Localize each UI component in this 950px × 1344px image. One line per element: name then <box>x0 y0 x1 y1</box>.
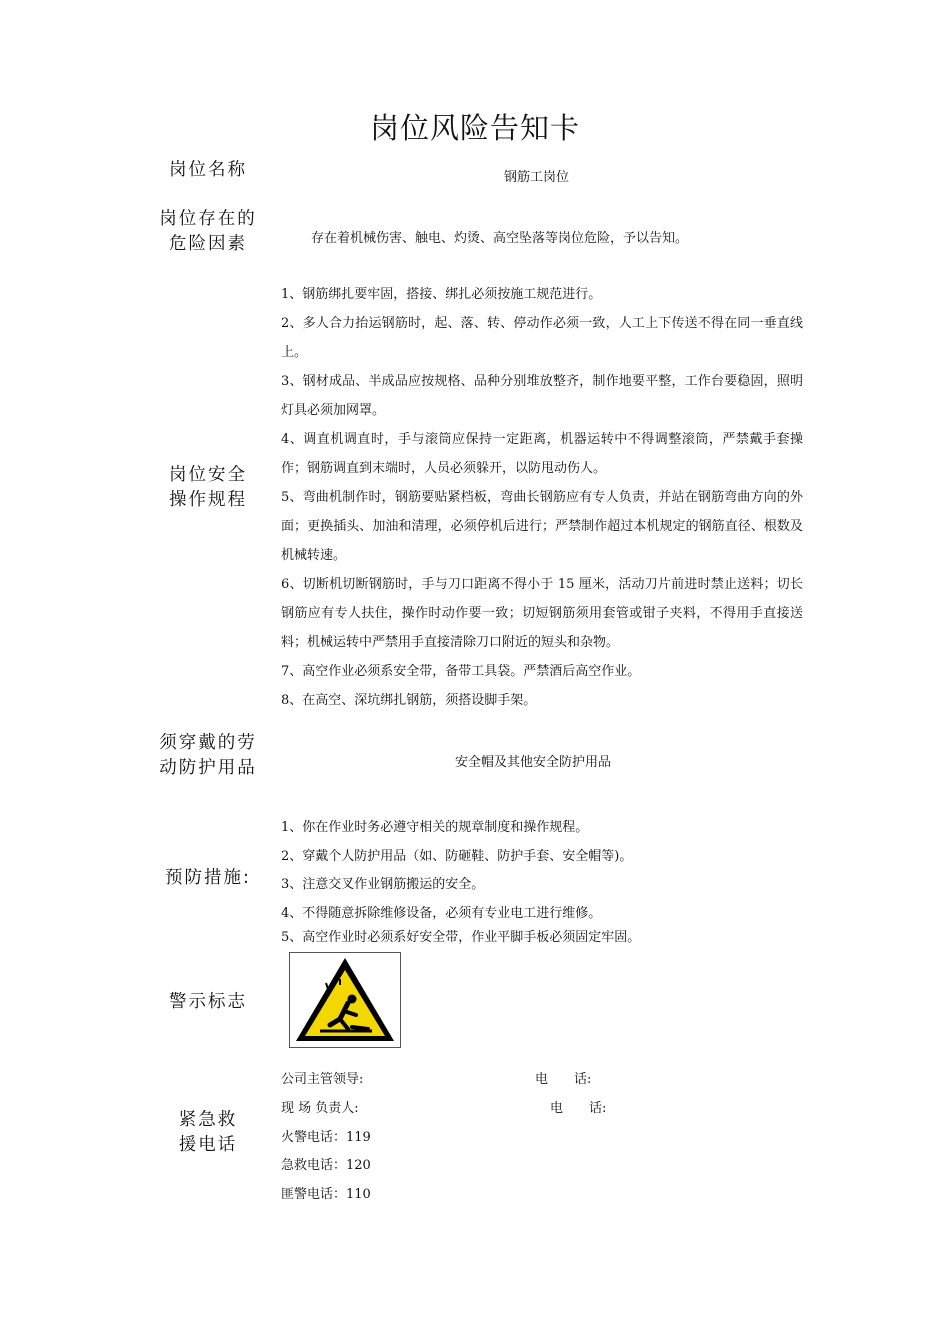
procedure-item: 5、弯曲机制作时，钢筋要贴紧档板，弯曲长钢筋应有专人负责，并站在钢筋弯曲方向的外面；更换插头、加油和清理，必须停机后进行；严禁制作超过本机规定的钢筋直径、根数及机械转速。 <box>281 490 803 563</box>
ppe-label-line1: 须穿戴的劳 <box>159 733 257 753</box>
procedure-item: 7、高空作业必须系安全带，备带工具袋。严禁酒后高空作业。 <box>281 664 641 679</box>
warning-label: 警示标志 <box>169 992 247 1012</box>
fire-phone: 火警电话：119 <box>281 1129 371 1145</box>
warning-sign-frame <box>289 952 401 1048</box>
procedure-item: 3、钢材成品、半成品应按规格、品种分别堆放整齐，制作地要平整，工作台要稳固，照明灯具必须加网罩。 <box>281 374 803 418</box>
hazards-value: 存在着机械伤害、触电、灼烫、高空坠落等岗位危险，予以告知。 <box>311 231 689 246</box>
procedures-label <box>143 463 273 513</box>
page-title: 岗位风险告知卡 <box>369 111 580 145</box>
procedures-list <box>281 280 803 715</box>
procedure-item: 1、钢筋绑扎要牢固，搭接、绑扎必须按施工规范进行。 <box>281 287 602 302</box>
hazards-label-line1: 岗位存在的 <box>159 209 257 229</box>
prevention-label: 预防措施: <box>165 868 251 888</box>
ppe-value: 安全帽及其他安全防护用品 <box>455 755 612 770</box>
ppe-label <box>143 731 273 781</box>
procedures-label-line2: 操作规程 <box>169 490 247 510</box>
post-name-value: 钢筋工岗位 <box>504 170 570 185</box>
emergency-contacts <box>281 1066 607 1210</box>
site-lead-label: 现 场 负责人: <box>281 1100 359 1116</box>
police-phone: 匪警电话：110 <box>281 1187 371 1203</box>
prevention-item: 2、穿戴个人防护用品（如、防砸鞋、防护手套、安全帽等)。 <box>281 848 633 864</box>
site-tel-label: 电 话: <box>550 1100 607 1116</box>
procedure-item: 4、调直机调直时，手与滚筒应保持一定距离，机器运转中不得调整滚筒，严禁戴手套操作；钢筋调直到末端时，人员必须躲开，以防甩动伤人。 <box>281 432 803 476</box>
emergency-label-line2: 援电话 <box>178 1135 238 1155</box>
site-lead-row <box>281 1095 607 1124</box>
prevention-item: 3、注意交叉作业钢筋搬运的安全。 <box>281 877 485 892</box>
company-leader-row <box>281 1066 592 1095</box>
prevention-list <box>281 814 640 952</box>
procedure-item: 6、切断机切断钢筋时，手与刀口距离不得小于 15 厘米，活动刀片前进时禁止送料；切长钢筋应有专人扶住，操作时动作要一致；切短钢筋须用套管或钳子夹料，不得用手直接送料；机械运转中严禁用手直接清除刀口附近的短头和杂物。 <box>281 577 803 650</box>
post-name-label: 岗位名称 <box>169 160 247 180</box>
prevention-item: 4、不得随意拆除维修设备，必须有专业电工进行维修。 <box>281 905 602 921</box>
prevention-item: 1、你在作业时务必遵守相关的规章制度和操作规程。 <box>281 820 589 835</box>
ambulance-phone: 急救电话：120 <box>281 1158 371 1174</box>
hazards-label-line2: 危险因素 <box>169 234 247 254</box>
ppe-label-line2: 动防护用品 <box>159 758 257 778</box>
falling-hazard-icon <box>290 953 400 1047</box>
emergency-label-line1: 紧急救 <box>178 1110 238 1130</box>
procedure-item: 8、在高空、深坑绑扎钢筋，须搭设脚手架。 <box>281 693 537 708</box>
procedures-label-line1: 岗位安全 <box>169 465 247 485</box>
company-tel-label: 电 话: <box>535 1072 592 1087</box>
company-leader-label: 公司主管领导: <box>281 1072 364 1087</box>
emergency-label <box>143 1108 273 1158</box>
prevention-item: 5、高空作业时必须系好安全带，作业平脚手板必须固定牢固。 <box>281 929 641 945</box>
procedure-item: 2、多人合力抬运钢筋时，起、落、转、停动作必须一致，人工上下传送不得在同一垂直线上。 <box>281 316 803 360</box>
hazards-label <box>143 207 273 257</box>
